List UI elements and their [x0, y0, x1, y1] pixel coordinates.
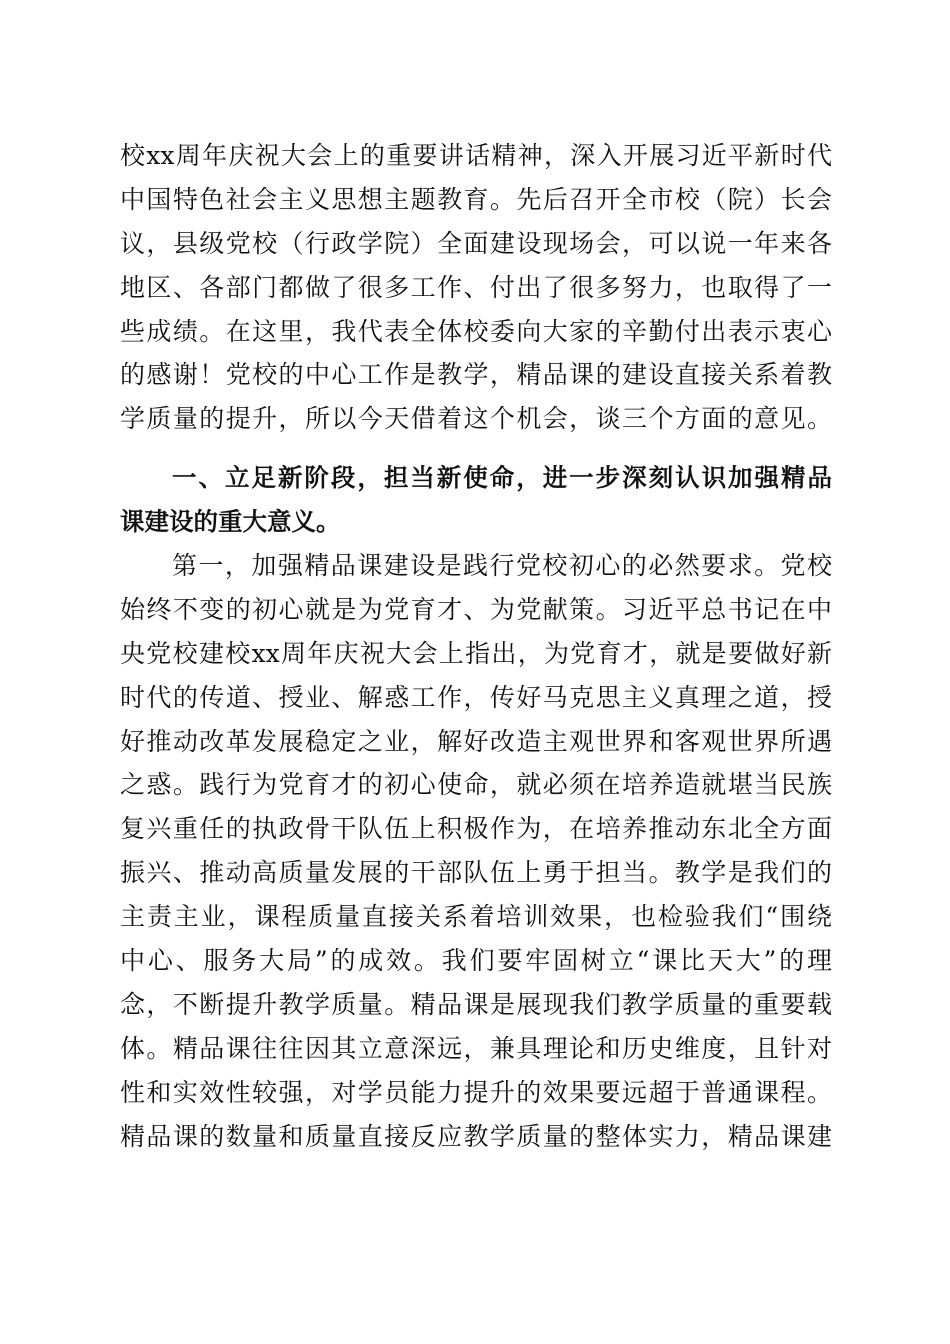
- heading-line: 课建设的重大意义。: [120, 506, 341, 536]
- paragraph-line: 第一，加强精品课建设是践行党校初心的必然要求。党校: [172, 551, 832, 580]
- paragraph-line: 始终不变的初心就是为党育才、为党献策。习近平总书记在中: [120, 594, 832, 624]
- first-point-paragraph: [120, 544, 832, 1158]
- paragraph-line: 时代的传道、授业、解惑工作，传好马克思主义真理之道，授: [120, 682, 832, 712]
- paragraph-line: 好推动改革发展稳定之业，解好改造主观世界和客观世界所遇: [120, 726, 832, 756]
- paragraph-line: 央党校建校xx周年庆祝大会上指出，为党育才，就是要做好新: [120, 638, 832, 668]
- paragraph-line: 校xx周年庆祝大会上的重要讲话精神，深入开展习近平新时代: [120, 141, 832, 170]
- paragraph-line: 议，县级党校（行政学院）全面建设现场会，可以说一年来各: [120, 228, 832, 258]
- paragraph-line: 中国特色社会主义思想主题教育。先后召开全市校（院）长会: [120, 184, 832, 214]
- heading-line: 一、立足新阶段，担当新使命，进一步深刻认识加强精品: [172, 463, 832, 492]
- paragraph-line: 些成绩。在这里，我代表全体校委向大家的辛勤付出表示衷心: [120, 316, 832, 346]
- paragraph-line: 复兴重任的执政骨干队伍上积极作为，在培养推动东北全方面: [120, 814, 832, 844]
- paragraph-line: 性和实效性较强，对学员能力提升的效果要远超于普通课程。: [120, 1077, 832, 1107]
- paragraph-line: 体。精品课往往因其立意深远，兼具理论和历史维度，且针对: [120, 1033, 832, 1063]
- paragraph-line: 地区、各部门都做了很多工作、付出了很多努力，也取得了一: [120, 272, 832, 302]
- paragraph-line: 中心、服务大局”的成效。我们要牢固树立“课比天大”的理: [120, 946, 832, 976]
- paragraph-line: 念，不断提升教学质量。精品课是展现我们教学质量的重要载: [120, 989, 832, 1019]
- section-heading: [120, 456, 832, 544]
- paragraph-line: 主责主业，课程质量直接关系着培训效果，也检验我们“围绕: [120, 902, 832, 932]
- opening-paragraph: [120, 134, 832, 441]
- paragraph-line: 学质量的提升，所以今天借着这个机会，谈三个方面的意见。: [120, 404, 832, 434]
- paragraph-line: 的感谢！党校的中心工作是教学，精品课的建设直接关系着教: [120, 360, 832, 390]
- paragraph-line: 之惑。践行为党育才的初心使命，就必须在培养造就堪当民族: [120, 770, 832, 800]
- paragraph-line: 精品课的数量和质量直接反应教学质量的整体实力，精品课建: [120, 1121, 832, 1151]
- paragraph-line: 振兴、推动高质量发展的干部队伍上勇于担当。教学是我们的: [120, 858, 832, 888]
